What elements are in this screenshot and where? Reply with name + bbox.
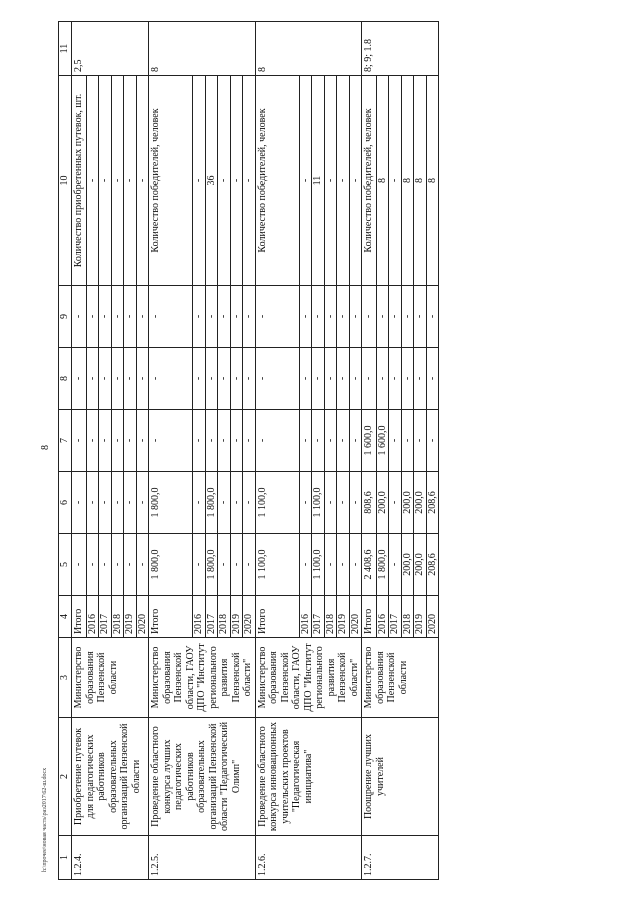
year-value-c8: - (299, 348, 312, 410)
year-label: 2016 (299, 596, 312, 638)
year-value-c10: - (230, 76, 243, 286)
year-value-c5: - (230, 534, 243, 596)
year-value-c9: - (193, 286, 206, 348)
indicator-ref: 8 (255, 22, 362, 76)
item-executor: Министерство образования Пензенской области (72, 638, 149, 718)
indicator-name: Количество победителей, человек (149, 76, 193, 286)
year-label: 2017 (205, 596, 218, 638)
year-value-c6: 200,0 (401, 472, 414, 534)
year-value-c8: - (426, 348, 439, 410)
year-value-c10: - (86, 76, 99, 286)
year-value-c8: - (99, 348, 112, 410)
total-value-c8: - (255, 348, 299, 410)
header-row (59, 22, 72, 880)
total-label: Итого (72, 596, 87, 638)
year-value-c7: - (243, 410, 256, 472)
item-executor: Министерство образования Пензенской области, ГАОУ ДПО "Институт регионального развития Пензенской области" (149, 638, 256, 718)
year-value-c5: - (349, 534, 362, 596)
year-label: 2016 (193, 596, 206, 638)
year-value-c5: 200,0 (414, 534, 427, 596)
year-value-c8: - (312, 348, 325, 410)
year-value-c7: - (414, 410, 427, 472)
item-executor: Министерство образования Пензенской области (362, 638, 439, 718)
year-value-c6: 1 100,0 (312, 472, 325, 534)
year-value-c9: - (349, 286, 362, 348)
indicator-name: Количество победителей, человек (362, 76, 377, 286)
year-value-c5: - (243, 534, 256, 596)
year-value-c8: - (230, 348, 243, 410)
year-value-c6: - (86, 472, 99, 534)
year-value-c9: - (389, 286, 402, 348)
column-header-11: 11 (59, 22, 72, 76)
year-value-c9: - (205, 286, 218, 348)
year-value-c7: - (86, 410, 99, 472)
year-value-c6: - (230, 472, 243, 534)
year-value-c5: - (124, 534, 137, 596)
year-value-c10: 8 (426, 76, 439, 286)
year-label: 2019 (230, 596, 243, 638)
year-value-c6: - (99, 472, 112, 534)
year-label: 2016 (86, 596, 99, 638)
year-value-c10: - (218, 76, 231, 286)
year-value-c10: - (389, 76, 402, 286)
year-value-c9: - (111, 286, 124, 348)
year-value-c8: - (389, 348, 402, 410)
year-value-c8: - (218, 348, 231, 410)
year-value-c10: - (111, 76, 124, 286)
total-value-c9: - (255, 286, 299, 348)
total-value-c6: 1 800,0 (149, 472, 193, 534)
year-value-c6: - (136, 472, 149, 534)
year-value-c8: - (136, 348, 149, 410)
year-label: 2017 (312, 596, 325, 638)
total-value-c6: - (72, 472, 87, 534)
total-value-c5: 2 408,6 (362, 534, 377, 596)
item-name: Проведение областного конкурса лучших педагогических работников образовательных организаций Пензенской области "Педагогический Олимп" (149, 718, 256, 836)
year-value-c5: 1 800,0 (205, 534, 218, 596)
year-value-c10: 36 (205, 76, 218, 286)
column-header-8: 8 (59, 348, 72, 410)
year-value-c7: - (389, 410, 402, 472)
total-value-c6: 1 100,0 (255, 472, 299, 534)
year-value-c9: - (99, 286, 112, 348)
total-label: Итого (255, 596, 299, 638)
total-value-c9: - (362, 286, 377, 348)
total-value-c7: 1 600,0 (362, 410, 377, 472)
year-value-c8: - (86, 348, 99, 410)
table-row (72, 22, 87, 880)
year-value-c7: - (426, 410, 439, 472)
year-label: 2018 (401, 596, 414, 638)
item-number: 1.2.7. (362, 836, 439, 880)
year-label: 2019 (414, 596, 427, 638)
table-row (362, 22, 377, 880)
year-value-c5: - (99, 534, 112, 596)
table-row (255, 22, 299, 880)
year-value-c6: - (389, 472, 402, 534)
year-value-c10: - (99, 76, 112, 286)
year-value-c5: 1 800,0 (376, 534, 389, 596)
year-value-c7: - (312, 410, 325, 472)
year-value-c10: 8 (376, 76, 389, 286)
year-value-c6: 208,6 (426, 472, 439, 534)
item-number: 1.2.6. (255, 836, 362, 880)
year-value-c8: - (124, 348, 137, 410)
total-value-c6: 808,6 (362, 472, 377, 534)
year-value-c6: 1 800,0 (205, 472, 218, 534)
column-header-10: 10 (59, 76, 72, 286)
item-number: 1.2.4. (72, 836, 149, 880)
column-header-6: 6 (59, 472, 72, 534)
year-value-c8: - (243, 348, 256, 410)
year-value-c8: - (205, 348, 218, 410)
total-label: Итого (362, 596, 377, 638)
item-name: Проведение областного конкурса инновационных учительских проектов "Педагогическая инициатива" (255, 718, 362, 836)
year-value-c7: - (337, 410, 350, 472)
year-value-c9: - (136, 286, 149, 348)
program-table (58, 21, 439, 880)
year-value-c7: 1 600,0 (376, 410, 389, 472)
year-value-c7: - (230, 410, 243, 472)
year-value-c8: - (111, 348, 124, 410)
year-value-c5: - (337, 534, 350, 596)
item-number: 1.2.5. (149, 836, 256, 880)
year-value-c6: - (324, 472, 337, 534)
year-label: 2018 (111, 596, 124, 638)
year-value-c7: - (124, 410, 137, 472)
year-value-c9: - (243, 286, 256, 348)
year-value-c10: - (349, 76, 362, 286)
year-value-c6: - (193, 472, 206, 534)
year-label: 2020 (349, 596, 362, 638)
year-label: 2016 (376, 596, 389, 638)
year-value-c6: - (349, 472, 362, 534)
year-value-c5: - (324, 534, 337, 596)
year-value-c7: - (299, 410, 312, 472)
page-number: 8 (40, 445, 51, 450)
year-value-c9: - (376, 286, 389, 348)
year-value-c6: - (111, 472, 124, 534)
item-name: Поощрение лучших учителей (362, 718, 439, 836)
year-value-c6: - (124, 472, 137, 534)
total-value-c7: - (72, 410, 87, 472)
year-value-c9: - (312, 286, 325, 348)
year-value-c5: - (218, 534, 231, 596)
total-value-c9: - (72, 286, 87, 348)
year-value-c9: - (299, 286, 312, 348)
total-label: Итого (149, 596, 193, 638)
year-value-c5: - (193, 534, 206, 596)
year-label: 2017 (99, 596, 112, 638)
table-row (149, 22, 193, 880)
year-value-c8: - (376, 348, 389, 410)
year-value-c9: - (426, 286, 439, 348)
column-header-4: 4 (59, 596, 72, 638)
year-value-c10: 8 (401, 76, 414, 286)
year-value-c8: - (349, 348, 362, 410)
year-value-c6: 200,0 (414, 472, 427, 534)
item-name: Приобретение путевок для педагогических работников образовательных организаций Пензенской области (72, 718, 149, 836)
rotated-table-container (58, 22, 606, 880)
year-value-c9: - (337, 286, 350, 348)
indicator-ref: 8; 9; 1.8 (362, 22, 439, 76)
year-value-c9: - (86, 286, 99, 348)
year-value-c10: - (299, 76, 312, 286)
year-label: 2018 (324, 596, 337, 638)
year-label: 2017 (389, 596, 402, 638)
year-value-c7: - (193, 410, 206, 472)
column-header-2: 2 (59, 718, 72, 836)
year-value-c7: - (324, 410, 337, 472)
year-value-c7: - (218, 410, 231, 472)
year-value-c5: 1 100,0 (312, 534, 325, 596)
year-value-c5: 200,0 (401, 534, 414, 596)
year-value-c6: - (218, 472, 231, 534)
year-value-c9: - (124, 286, 137, 348)
table-body (72, 22, 439, 880)
year-value-c8: - (414, 348, 427, 410)
total-value-c8: - (72, 348, 87, 410)
year-value-c10: 11 (312, 76, 325, 286)
year-value-c7: - (111, 410, 124, 472)
year-value-c10: - (136, 76, 149, 286)
year-value-c7: - (349, 410, 362, 472)
indicator-name: Количество победителей, человек (255, 76, 299, 286)
total-value-c7: - (149, 410, 193, 472)
year-value-c7: - (99, 410, 112, 472)
year-value-c5: - (389, 534, 402, 596)
year-value-c6: - (337, 472, 350, 534)
indicator-name: Количество приобретенных путевок, шт. (72, 76, 87, 286)
year-label: 2018 (218, 596, 231, 638)
year-value-c8: - (324, 348, 337, 410)
year-value-c9: - (230, 286, 243, 348)
indicator-ref: 8 (149, 22, 256, 76)
year-value-c6: 200,0 (376, 472, 389, 534)
column-header-7: 7 (59, 410, 72, 472)
year-label: 2019 (337, 596, 350, 638)
year-value-c5: - (136, 534, 149, 596)
year-value-c8: - (193, 348, 206, 410)
total-value-c8: - (362, 348, 377, 410)
year-label: 2020 (136, 596, 149, 638)
year-value-c10: 8 (414, 76, 427, 286)
year-value-c9: - (401, 286, 414, 348)
year-value-c10: - (337, 76, 350, 286)
column-header-9: 9 (59, 286, 72, 348)
year-label: 2020 (243, 596, 256, 638)
total-value-c9: - (149, 286, 193, 348)
item-executor: Министерство образования Пензенской области, ГАОУ ДПО "Институт регионального развития Пензенской области" (255, 638, 362, 718)
year-value-c9: - (218, 286, 231, 348)
year-value-c5: 208,6 (426, 534, 439, 596)
year-value-c7: - (205, 410, 218, 472)
total-value-c8: - (149, 348, 193, 410)
year-value-c6: - (299, 472, 312, 534)
column-header-3: 3 (59, 638, 72, 718)
year-value-c10: - (124, 76, 137, 286)
year-value-c5: - (86, 534, 99, 596)
total-value-c5: 1 800,0 (149, 534, 193, 596)
footer-file-path: h:\прочее\новая часть\раз2017\62-ш.docx (42, 767, 48, 872)
year-value-c7: - (136, 410, 149, 472)
year-value-c7: - (401, 410, 414, 472)
year-label: 2020 (426, 596, 439, 638)
total-value-c7: - (255, 410, 299, 472)
year-value-c10: - (324, 76, 337, 286)
year-value-c5: - (111, 534, 124, 596)
total-value-c5: - (72, 534, 87, 596)
year-value-c5: - (299, 534, 312, 596)
year-value-c10: - (193, 76, 206, 286)
year-value-c9: - (414, 286, 427, 348)
column-header-5: 5 (59, 534, 72, 596)
year-value-c6: - (243, 472, 256, 534)
year-value-c9: - (324, 286, 337, 348)
year-value-c10: - (243, 76, 256, 286)
column-header-1: 1 (59, 836, 72, 880)
year-label: 2019 (124, 596, 137, 638)
indicator-ref: 2,5 (72, 22, 149, 76)
total-value-c5: 1 100,0 (255, 534, 299, 596)
year-value-c8: - (401, 348, 414, 410)
year-value-c8: - (337, 348, 350, 410)
